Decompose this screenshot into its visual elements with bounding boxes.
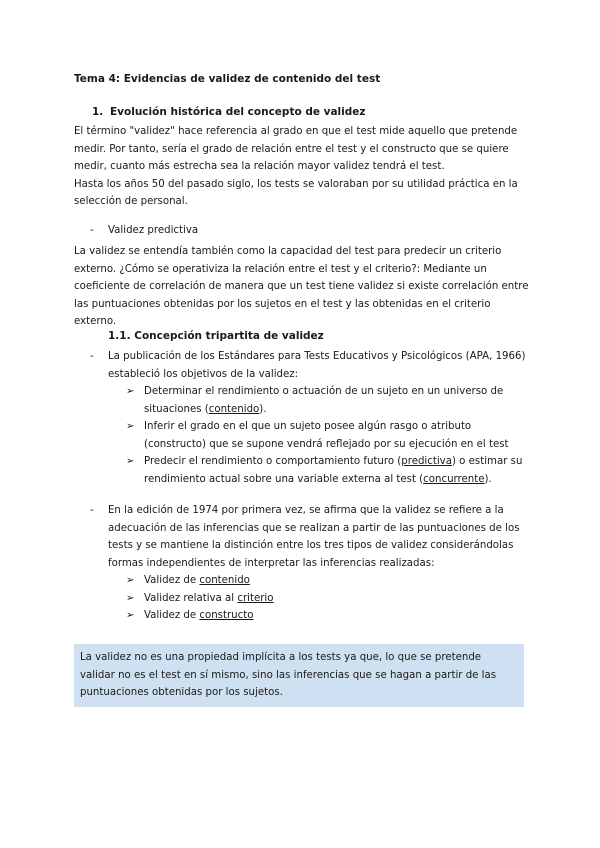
list-item: ➢ Validez de contenido: [126, 572, 530, 590]
edition-1974-block: [90, 502, 530, 625]
list-item: ➢ Inferir el grado en el que un sujeto posee algún rasgo o atributo (constructo) que se supone vendrá reflejado por su ejecución en el test: [126, 418, 530, 453]
predictive-validity-label: Validez predictiva: [108, 225, 199, 236]
arrow-bullet-icon: ➢: [126, 610, 135, 621]
predictive-validity-bullet: [90, 225, 198, 236]
dash-marker: -: [90, 505, 94, 516]
section-heading-text: Evolución histórica del concepto de validez: [110, 106, 366, 118]
predictive-validity-paragraph: La validez se entendía también como la capacidad del test para predecir un criterio externo. ¿Cómo se operativiza la relación entre el test y el criterio?: Mediante un coeficiente de correlación de manera que un test tiene validez si existe correlación entre las puntuaciones obtenidas por los sujetos en el test y las obtenidas en el criterio externo.: [74, 246, 529, 327]
term-predictiva: predictiva: [401, 456, 452, 467]
highlight-callout: La validez no es una propiedad implícita a los tests ya que, lo que se pretende validar no es el test en sí mismo, sino las inferencias que se hagan a partir de las puntuaciones obtenidas por los sujetos.: [74, 644, 524, 707]
section-heading: [92, 106, 366, 118]
arrow-bullet-icon: ➢: [126, 575, 135, 586]
subsection-heading: 1.1. Concepción tripartita de validez: [108, 330, 324, 342]
list-item: ➢ Predecir el rendimiento o comportamiento futuro (predictiva) o estimar su rendimiento actual sobre una variable externa al test (concurrente).: [126, 453, 530, 488]
term-criterio: criterio: [237, 592, 274, 604]
section-number: 1.: [92, 106, 104, 118]
term-contenido: contenido: [208, 403, 260, 415]
arrow-bullet-icon: ➢: [126, 421, 135, 432]
page-title: Tema 4: Evidencias de validez de contenido del test: [74, 73, 381, 85]
arrow-bullet-icon: ➢: [126, 592, 135, 604]
validity-types-list: [126, 572, 530, 625]
history-paragraph: Hasta los años 50 del pasado siglo, los tests se valoraban por su utilidad práctica en la selección de personal.: [74, 178, 518, 207]
term-concurrente: concurrente: [423, 473, 485, 485]
dash-marker: -: [90, 225, 94, 236]
list-item: ➢ Validez de constructo: [126, 607, 530, 625]
apa-1966-block: [90, 348, 530, 488]
validity-definition-paragraph: El término "validez" hace referencia al grado en que el test mide aquello que pretende medir. Por tanto, sería el grado de relación entre el test y el constructo que se quiere medir, cuanto más estrecha sea la relación mayor validez tendrá el test.: [74, 126, 518, 172]
term-contenido: contenido: [199, 575, 250, 586]
apa-1966-text: La publicación de los Estándares para Tests Educativos y Psicológicos (APA, 1966) estableció los objetivos de la validez:: [108, 351, 526, 380]
edition-1974-text: En la edición de 1974 por primera vez, se afirma que la validez se refiere a la adecuación de las inferencias que se realizan a partir de las puntuaciones de los tests y se mantiene la distinción entre los tres tipos de validez considerándolas formas independientes de interpretar las inferencias realizadas:: [108, 505, 520, 569]
term-constructo: constructo: [199, 610, 254, 621]
dash-marker: -: [90, 351, 94, 362]
objectives-list: [126, 383, 530, 488]
intro-paragraphs: [74, 123, 534, 211]
arrow-bullet-icon: ➢: [126, 456, 135, 467]
list-item: ➢ Validez relativa al criterio: [126, 590, 530, 608]
list-item: ➢ Determinar el rendimiento o actuación de un sujeto en un universo de situaciones (contenido).: [126, 383, 530, 418]
arrow-bullet-icon: ➢: [126, 386, 135, 397]
